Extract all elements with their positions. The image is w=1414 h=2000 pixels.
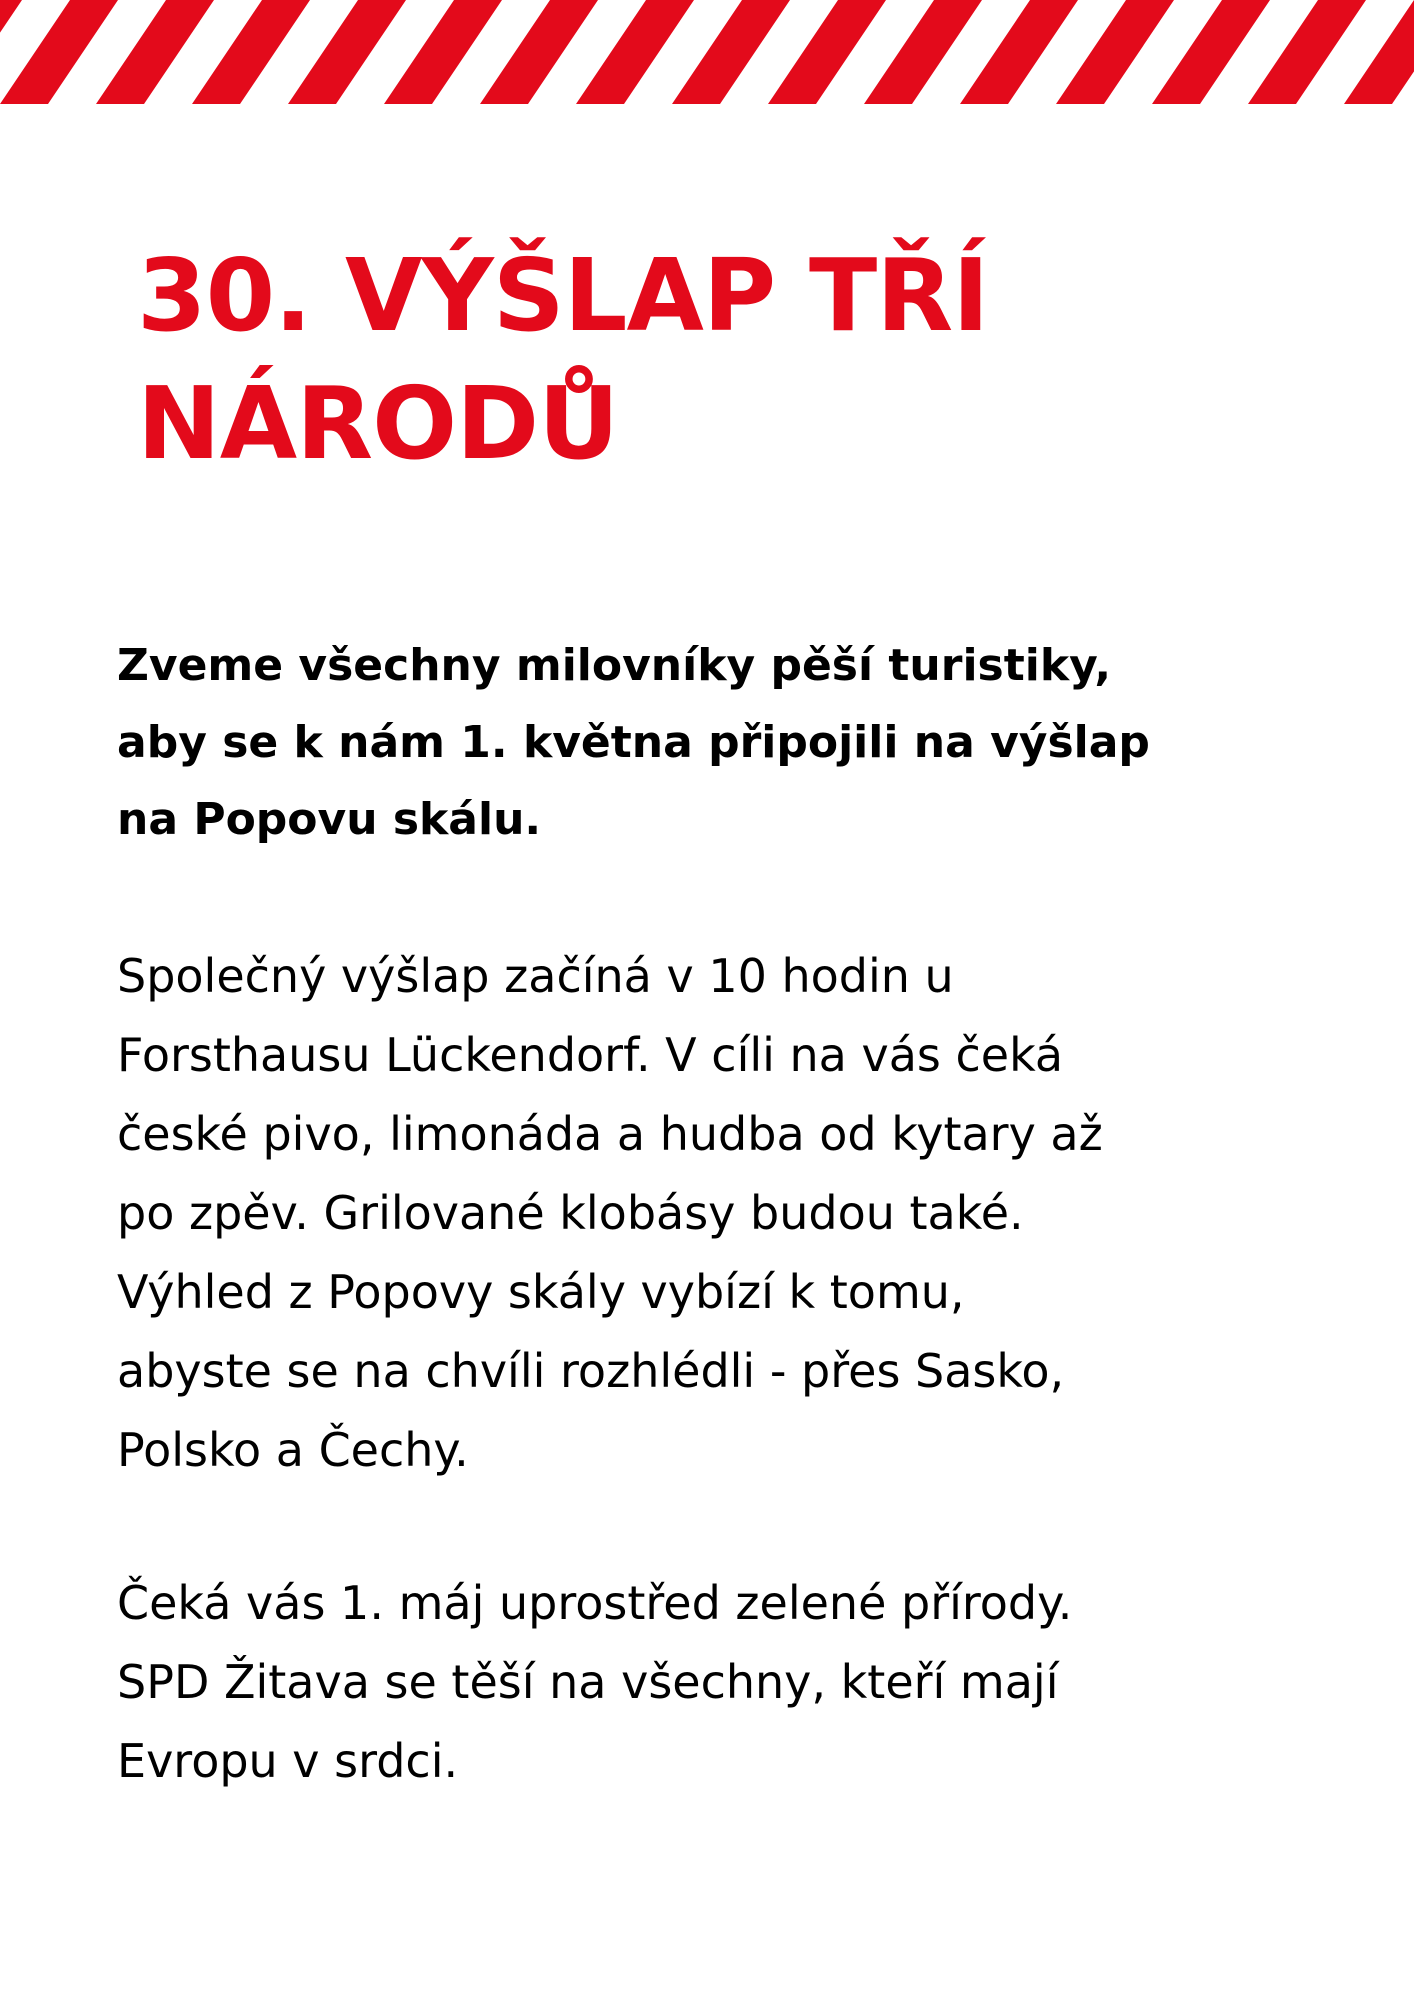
stripe [1152, 0, 1270, 104]
stripe [576, 0, 694, 104]
stripe [288, 0, 406, 104]
paragraph-line: Výhled z Popovy skály vybízí k tomu, [117, 1265, 965, 1319]
page-title [137, 232, 1317, 488]
stripe [1248, 0, 1366, 104]
intro-line: aby se k nám 1. května připojili na výšlap [117, 717, 1150, 768]
red-white-stripe-band [0, 0, 1414, 104]
title-line-1: 30. VÝŠLAP TŘÍ [137, 237, 989, 354]
intro-line: na Popovu skálu. [117, 794, 542, 845]
stripe [384, 0, 502, 104]
diagonal-stripes-decoration [0, 0, 1414, 104]
intro-line: Zveme všechny milovníky pěší turistiky, [117, 640, 1112, 691]
stripe [864, 0, 982, 104]
paragraph-line: po zpěv. Grilované klobásy budou také. [117, 1186, 1024, 1240]
closing-paragraph [117, 1564, 1377, 1801]
paragraph-line: Polsko a Čechy. [117, 1423, 469, 1477]
intro-paragraph [117, 627, 1357, 858]
paragraph-line: Společný výšlap začíná v 10 hodin u [117, 949, 954, 1003]
paragraph-line: Čeká vás 1. máj uprostřed zelené přírody. [117, 1576, 1073, 1630]
stripe [672, 0, 790, 104]
paragraph-line: české pivo, limonáda a hudba od kytary až [117, 1107, 1103, 1161]
paragraph-line: Forsthausu Lückendorf. V cíli na vás čeká [117, 1028, 1064, 1082]
stripe [480, 0, 598, 104]
paragraph-line: SPD Žitava se těší na všechny, kteří mají [117, 1655, 1059, 1709]
stripe [768, 0, 886, 104]
stripe [960, 0, 1078, 104]
stripe [96, 0, 214, 104]
paragraph-line: Evropu v srdci. [117, 1734, 459, 1788]
event-details-paragraph [117, 937, 1377, 1490]
stripe [192, 0, 310, 104]
stripe [0, 0, 118, 104]
paragraph-line: abyste se na chvíli rozhlédli - přes Sasko, [117, 1344, 1065, 1398]
title-line-2: NÁRODŮ [137, 365, 619, 482]
stripe [1056, 0, 1174, 104]
